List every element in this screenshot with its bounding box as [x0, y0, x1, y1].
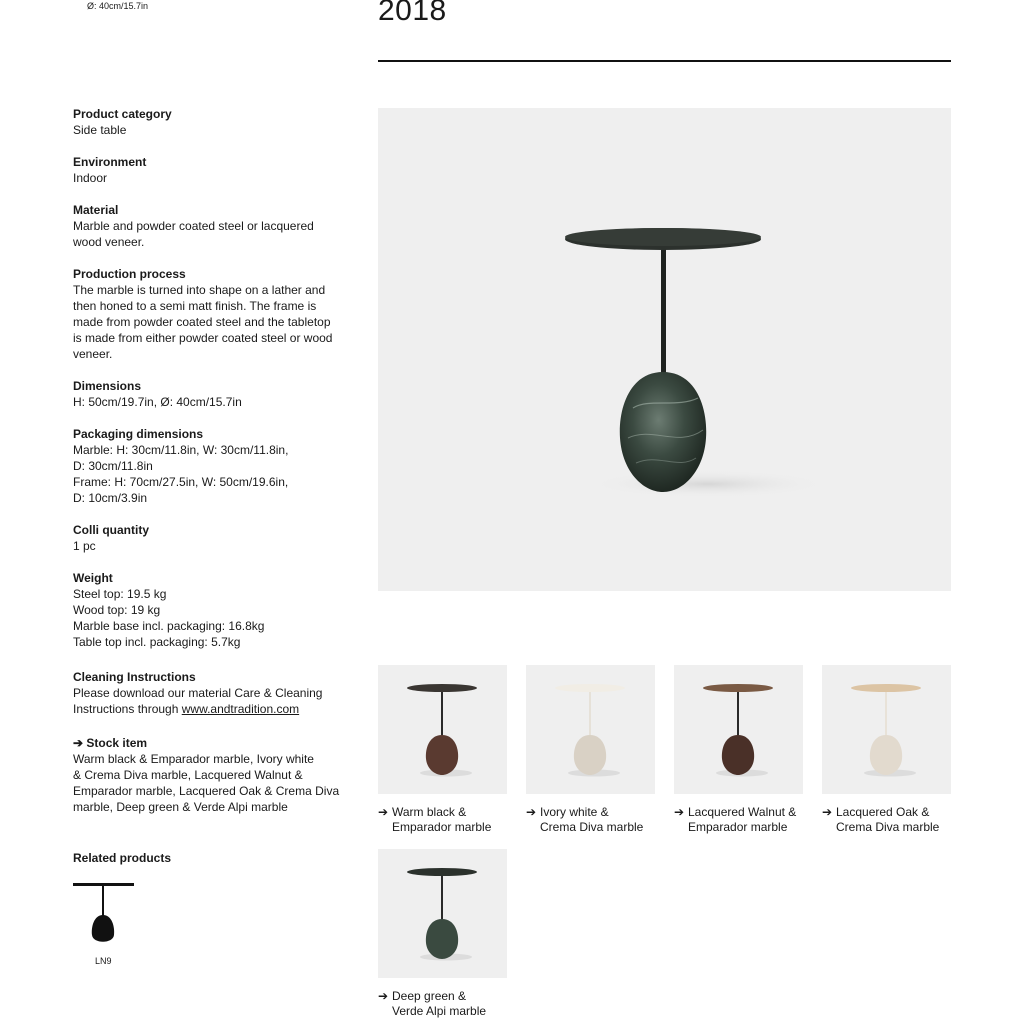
variant-caption-line: Lacquered Walnut & — [688, 805, 797, 819]
variant-caption — [378, 805, 518, 835]
related-product-ln9[interactable] — [73, 883, 135, 953]
spec-value-line: Wood top: 19 kg — [73, 603, 161, 617]
cleaning-instructions — [73, 669, 343, 717]
related-products-label: Related products — [73, 851, 172, 865]
stock-line: Warm black & Emparador marble, Ivory white — [73, 752, 314, 766]
spec-label: Material — [73, 203, 119, 217]
arrow-icon: ➔ — [526, 805, 537, 819]
spec-value-line: H: 50cm/19.7in, Ø: 40cm/15.7in — [73, 395, 242, 409]
stock-label: Stock item — [86, 736, 148, 750]
cleaning-line: Please download our material Care & Cleaning — [73, 686, 323, 700]
spec-value-line: D: 30cm/11.8in — [73, 459, 153, 473]
side-table-thumb-icon — [822, 665, 951, 794]
stock-item — [73, 735, 343, 815]
spec-block — [73, 154, 343, 186]
spec-value-line: then honed to a semi matt finish. The frame is — [73, 299, 317, 313]
spec-label: Colli quantity — [73, 523, 149, 537]
side-table-thumb-icon — [674, 665, 803, 794]
stock-line: & Crema Diva marble, Lacquered Walnut & — [73, 768, 303, 782]
cleaning-line — [73, 701, 343, 717]
spec-value-line: Marble base incl. packaging: 16.8kg — [73, 619, 265, 633]
variant-caption-line: Emparador marble — [392, 820, 492, 834]
stock-line: marble, Deep green & Verde Alpi marble — [73, 800, 288, 814]
spec-block — [73, 522, 343, 554]
spec-value-line: Indoor — [73, 171, 108, 185]
variant-thumbnail[interactable] — [526, 665, 655, 794]
spec-label: Product category — [73, 107, 172, 121]
spec-block — [73, 570, 343, 650]
spec-value-line: 1 pc — [73, 539, 96, 553]
variant-caption-line: Ivory white & — [540, 805, 609, 819]
arrow-icon: ➔ — [73, 736, 84, 750]
spec-block — [73, 426, 343, 506]
stock-line: Emparador marble, Lacquered Oak & Crema Diva — [73, 784, 340, 798]
spec-value-line: Frame: H: 70cm/27.5in, W: 50cm/19.6in, — [73, 475, 289, 489]
header-dimension-fragment: Ø: 40cm/15.7in — [87, 1, 149, 11]
variant-caption-line: Emparador marble — [688, 820, 788, 834]
arrow-icon: ➔ — [378, 805, 389, 819]
spec-value-line: Table top incl. packaging: 5.7kg — [73, 635, 241, 649]
spec-block — [73, 106, 343, 138]
side-table-thumb-icon — [526, 665, 655, 794]
variant-caption — [526, 805, 666, 835]
variant-caption-line: Crema Diva marble — [836, 820, 940, 834]
spec-label: Production process — [73, 267, 186, 281]
variant-thumbnail[interactable] — [674, 665, 803, 794]
lamp-silhouette-icon — [73, 883, 135, 953]
side-table-thumb-icon — [378, 849, 507, 978]
spec-value-line: wood veneer. — [73, 235, 145, 249]
variant-caption — [378, 989, 518, 1019]
andtradition-link[interactable]: www.andtradition.com — [181, 702, 300, 716]
variant-caption-line: Lacquered Oak & — [836, 805, 930, 819]
spec-value-line: Steel top: 19.5 kg — [73, 587, 167, 601]
page-year: 2018 — [378, 0, 447, 27]
related-product-label: LN9 — [95, 956, 112, 966]
variant-thumbnail[interactable] — [378, 665, 507, 794]
spec-value-line: Marble and powder coated steel or lacquered — [73, 219, 314, 233]
variant-caption-line: Verde Alpi marble — [392, 1004, 487, 1018]
spec-block — [73, 202, 343, 250]
side-table-illustration — [378, 108, 951, 591]
spec-value-line: Side table — [73, 123, 127, 137]
variant-thumbnail[interactable] — [378, 849, 507, 978]
variant-caption-line: Crema Diva marble — [540, 820, 644, 834]
variant-caption — [822, 805, 962, 835]
spec-label: Weight — [73, 571, 113, 585]
variant-caption — [674, 805, 814, 835]
spec-value-line: Marble: H: 30cm/11.8in, W: 30cm/11.8in, — [73, 443, 289, 457]
spec-block — [73, 266, 343, 362]
cleaning-prefix: Instructions through — [73, 702, 182, 716]
spec-block — [73, 378, 343, 410]
main-product-photo — [378, 108, 951, 591]
side-table-thumb-icon — [378, 665, 507, 794]
spec-label: Packaging dimensions — [73, 427, 204, 441]
arrow-icon: ➔ — [378, 989, 389, 1003]
spec-value-line: made from powder coated steel and the tabletop — [73, 315, 331, 329]
variant-thumbnail[interactable] — [822, 665, 951, 794]
spec-value-line: The marble is turned into shape on a lather and — [73, 283, 326, 297]
spec-list — [73, 106, 343, 666]
header-rule — [378, 60, 951, 62]
arrow-icon: ➔ — [822, 805, 833, 819]
spec-value-line: veneer. — [73, 347, 113, 361]
variant-caption-line: Deep green & — [392, 989, 467, 1003]
variant-caption-line: Warm black & — [392, 805, 467, 819]
spec-value-line: D: 10cm/3.9in — [73, 491, 148, 505]
cleaning-label: Cleaning Instructions — [73, 670, 196, 684]
arrow-icon: ➔ — [674, 805, 685, 819]
spec-label: Dimensions — [73, 379, 142, 393]
spec-label: Environment — [73, 155, 147, 169]
spec-value-line: is made from either powder coated steel or wood — [73, 331, 333, 345]
